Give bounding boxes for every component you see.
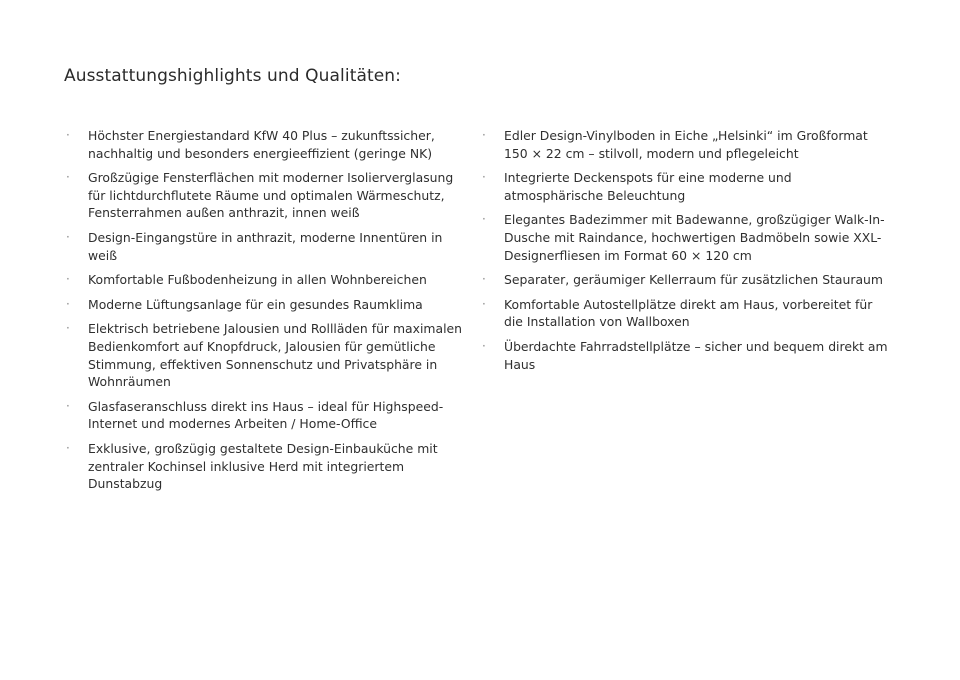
bullet-icon: · (66, 128, 70, 142)
bullet-icon: · (482, 272, 486, 287)
list-item (480, 338, 890, 373)
list-item-text: Komfortable Fußbodenheizung in allen Wohnbereichen (88, 272, 427, 288)
list-item (64, 169, 469, 222)
list-item (480, 169, 890, 204)
list-item-text: Elektrisch betriebene Jalousien und Rollläden für maximalen Bedienkomfort auf Knopfdruck, Jalousien für gemütliche Stimmung, effektiven Sonnenschutz und Privatsphäre in Wohnräumen (88, 321, 462, 390)
bullet-icon: · (482, 296, 486, 311)
list-item-text: Design-Eingangstüre in anthrazit, moderne Innentüren in weiß (88, 229, 443, 263)
highlights-list-left (64, 127, 469, 500)
bullet-icon: · (66, 398, 70, 413)
list-item (480, 127, 890, 162)
bullet-icon: · (66, 296, 70, 311)
bullet-icon: · (66, 321, 70, 336)
list-item-text: Großzügige Fensterflächen mit moderner Isolierverglasung für lichtdurchflutete Räume und optimalen Wärmeschutz, Fensterrahmen außen anthrazit, innen weiß (88, 170, 454, 221)
list-item (480, 271, 890, 289)
list-item (64, 320, 469, 390)
list-item (64, 398, 469, 433)
list-item (480, 296, 890, 331)
list-item (64, 127, 469, 162)
list-item-text: Komfortable Autostellplätze direkt am Haus, vorbereitet für die Installation von Wallboxen (504, 296, 873, 330)
highlights-list-right (480, 127, 890, 380)
list-item-text: Exklusive, großzügig gestaltete Design-Einbauküche mit zentraler Kochinsel inklusive Herd mit integriertem Dunstabzug (88, 440, 438, 492)
page-title: Ausstattungshighlights und Qualitäten: (64, 66, 402, 86)
bullet-icon: · (66, 440, 70, 455)
list-item-text: Elegantes Badezimmer mit Badewanne, großzügiger Walk-In-Dusche mit Raindance, hochwertigen Badmöbeln sowie XXL-Designerfliesen im Format 60 × 120 cm (504, 212, 885, 263)
list-item-text: Separater, geräumiger Kellerraum für zusätzlichen Stauraum (504, 272, 883, 288)
bullet-icon: · (482, 170, 486, 185)
list-item-text: Überdachte Fahrradstellplätze – sicher und bequem direkt am Haus (504, 338, 888, 372)
bullet-icon: · (482, 212, 486, 227)
list-item-text: Glasfaseranschluss direkt ins Haus – ideal für Highspeed-Internet und modernes Arbeiten / Home-Office (88, 398, 444, 432)
list-item-text: Edler Design-Vinylboden in Eiche „Helsinki“ im Großformat 150 × 22 cm – stilvoll, modern und pflegeleicht (504, 128, 868, 161)
list-item-text: Integrierte Deckenspots für eine moderne und atmosphärische Beleuchtung (504, 170, 792, 203)
list-item (64, 229, 469, 264)
bullet-icon: · (66, 170, 70, 185)
bullet-icon: · (66, 229, 70, 244)
bullet-icon: · (66, 272, 70, 287)
list-item (64, 440, 469, 493)
list-item (64, 271, 469, 289)
list-item (480, 211, 890, 264)
bullet-icon: · (482, 128, 486, 142)
list-item-text: Moderne Lüftungsanlage für ein gesundes Raumklima (88, 296, 423, 312)
list-item (64, 296, 469, 314)
list-item-text: Höchster Energiestandard KfW 40 Plus – zukunftssicher, nachhaltig und besonders energieeffizient (geringe NK) (88, 128, 435, 161)
bullet-icon: · (482, 338, 486, 353)
